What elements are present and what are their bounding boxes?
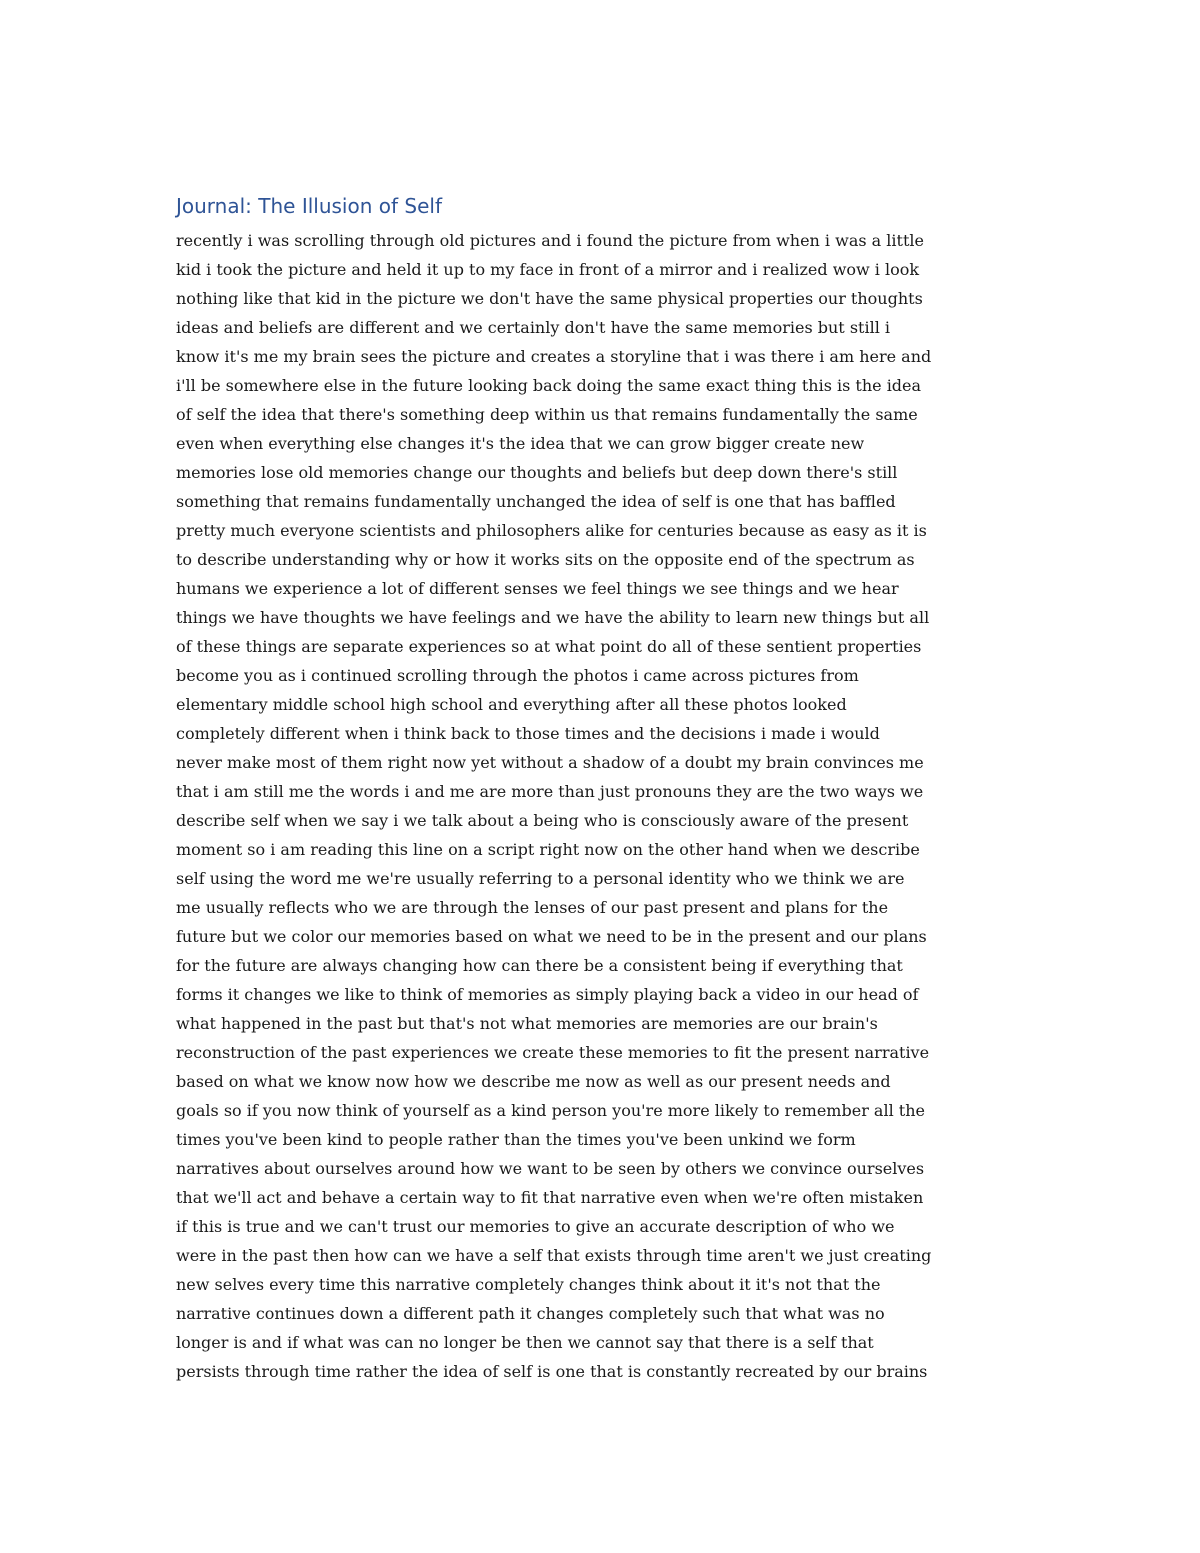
body-text-line: narrative continues down a different path it changes completely such that what was no <box>176 1304 885 1323</box>
body-text-line: i'll be somewhere else in the future looking back doing the same exact thing this is the idea <box>176 376 922 395</box>
body-text-line: of these things are separate experiences so at what point do all of these sentient properties <box>176 637 922 656</box>
body-text-line: me usually reflects who we are through the lenses of our past present and plans for the <box>176 898 889 917</box>
body-text-line: kid i took the picture and held it up to my face in front of a mirror and i realized wow i look <box>176 260 920 279</box>
body-text-line: forms it changes we like to think of memories as simply playing back a video in our head of <box>176 985 919 1004</box>
body-text-line: to describe understanding why or how it works sits on the opposite end of the spectrum as <box>176 550 915 569</box>
body-text-line: become you as i continued scrolling through the photos i came across pictures from <box>176 666 859 685</box>
document-body <box>176 226 1036 1386</box>
body-text-line: longer is and if what was can no longer be then we cannot say that there is a self that <box>176 1333 874 1352</box>
body-text-line: describe self when we say i we talk about a being who is consciously aware of the present <box>176 811 909 830</box>
body-text-line: memories lose old memories change our thoughts and beliefs but deep down there's still <box>176 463 898 482</box>
body-text-line: that i am still me the words i and me are more than just pronouns they are the two ways we <box>176 782 924 801</box>
body-text-line: if this is true and we can't trust our memories to give an accurate description of who we <box>176 1217 895 1236</box>
body-text-line: ideas and beliefs are different and we certainly don't have the same memories but still i <box>176 318 891 337</box>
body-text-line: completely different when i think back to those times and the decisions i made i would <box>176 724 880 743</box>
body-text-line: were in the past then how can we have a self that exists through time aren't we just creating <box>176 1246 932 1265</box>
body-text-line: things we have thoughts we have feelings and we have the ability to learn new things but all <box>176 608 930 627</box>
body-text-line: that we'll act and behave a certain way to fit that narrative even when we're often mistaken <box>176 1188 924 1207</box>
body-text-line: self using the word me we're usually referring to a personal identity who we think we are <box>176 869 905 888</box>
body-text-line: recently i was scrolling through old pictures and i found the picture from when i was a little <box>176 231 924 250</box>
body-text-line: moment so i am reading this line on a script right now on the other hand when we describe <box>176 840 920 859</box>
body-text-line: even when everything else changes it's the idea that we can grow bigger create new <box>176 434 865 453</box>
body-text-line: never make most of them right now yet without a shadow of a doubt my brain convinces me <box>176 753 924 772</box>
body-text-line: reconstruction of the past experiences we create these memories to fit the present narrative <box>176 1043 930 1062</box>
body-text-line: narratives about ourselves around how we want to be seen by others we convince ourselves <box>176 1159 925 1178</box>
body-text-line: elementary middle school high school and everything after all these photos looked <box>176 695 847 714</box>
body-text-line: what happened in the past but that's not what memories are memories are our brain's <box>176 1014 878 1033</box>
body-text-line: future but we color our memories based on what we need to be in the present and our plans <box>176 927 927 946</box>
body-text-line: of self the idea that there's something deep within us that remains fundamentally the same <box>176 405 918 424</box>
body-text-line: humans we experience a lot of different senses we feel things we see things and we hear <box>176 579 899 598</box>
body-text-line: times you've been kind to people rather than the times you've been unkind we form <box>176 1130 856 1149</box>
body-text-line: persists through time rather the idea of self is one that is constantly recreated by our brains <box>176 1362 928 1381</box>
body-text-line: nothing like that kid in the picture we don't have the same physical properties our thoughts <box>176 289 923 308</box>
body-text-line: something that remains fundamentally unchanged the idea of self is one that has baffled <box>176 492 896 511</box>
body-text-line: pretty much everyone scientists and philosophers alike for centuries because as easy as it is <box>176 521 927 540</box>
body-text-line: based on what we know now how we describe me now as well as our present needs and <box>176 1072 891 1091</box>
body-text-line: new selves every time this narrative completely changes think about it it's not that the <box>176 1275 881 1294</box>
document-title: Journal: The Illusion of Self <box>176 194 442 218</box>
body-text-line: know it's me my brain sees the picture and creates a storyline that i was there i am here and <box>176 347 932 366</box>
body-text-line: goals so if you now think of yourself as a kind person you're more likely to remember all the <box>176 1101 925 1120</box>
body-text-line: for the future are always changing how can there be a consistent being if everything that <box>176 956 903 975</box>
